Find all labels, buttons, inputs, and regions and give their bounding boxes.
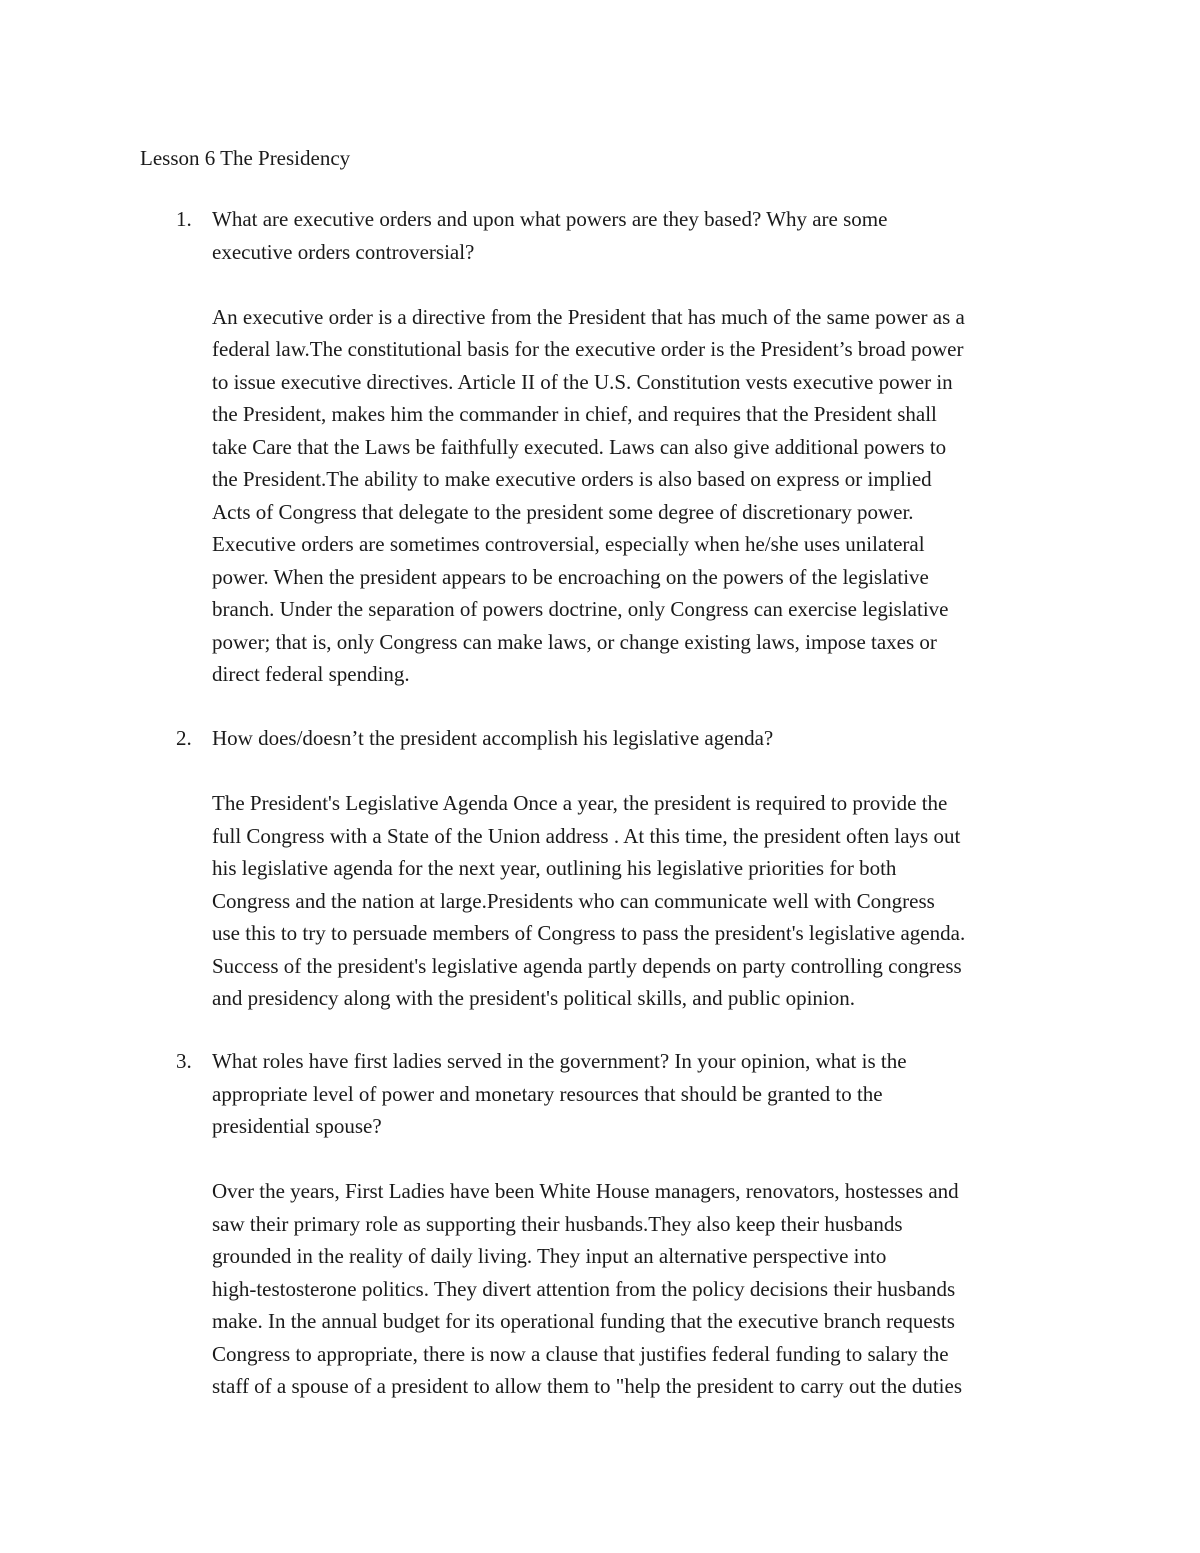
text-line: saw their primary role as supporting their husbands.They also keep their husbands [212,1211,903,1236]
text-line: What roles have first ladies served in the government? In your opinion, what is the [212,1049,907,1073]
question-text [212,722,1070,755]
text-line: his legislative agenda for the next year, outlining his legislative priorities for both [212,856,897,880]
item-body [212,722,1070,1015]
text-line: Over the years, First Ladies have been White House managers, renovators, hostesses and [212,1179,959,1203]
text-line: Acts of Congress that delegate to the president some degree of discretionary power. [212,499,914,524]
text-line: staff of a spouse of a president to allow them to "help the president to carry out the duties [212,1374,962,1398]
item-number: 3. [176,1049,192,1073]
text-line: What are executive orders and upon what powers are they based? Why are some [212,207,888,231]
answer-text [212,1175,1070,1403]
text-line: the President.The ability to make executive orders is also based on express or implied [212,467,932,491]
text-line: grounded in the reality of daily living. They input an alternative perspective into [212,1244,887,1268]
text-line: Executive orders are sometimes controversial, especially when he/she uses unilateral [212,532,925,556]
text-line: executive orders controversial? [212,239,475,264]
item-body [212,1045,1070,1403]
answer-text [212,301,1070,691]
answer-text [212,787,1070,1015]
text-line: full Congress with a State of the Union address . At this time, the president often lays out [212,823,961,848]
item-number: 1. [176,207,192,231]
question-text [212,203,1070,268]
text-line: power; that is, only Congress can make laws, or change existing laws, impose taxes or [212,629,937,654]
text-line: Success of the president's legislative agenda partly depends on party controlling congress [212,953,962,978]
item-body [212,203,1070,691]
question-text [212,1045,1070,1143]
item-number: 2. [176,726,192,750]
text-line: Congress and the nation at large.Presidents who can communicate well with Congress [212,888,935,913]
text-line: An executive order is a directive from the President that has much of the same power as a [212,304,965,329]
text-line: Congress to appropriate, there is now a clause that justifies federal funding to salary the [212,1341,949,1366]
text-line: branch. Under the separation of powers doctrine, only Congress can exercise legislative [212,597,949,621]
text-line: use this to try to persuade members of Congress to pass the president's legislative agenda. [212,921,966,945]
text-line: direct federal spending. [212,662,410,686]
text-line: and presidency along with the president's political skills, and public opinion. [212,986,856,1010]
text-line: high-testosterone politics. They divert attention from the policy decisions their husbands [212,1276,956,1301]
text-line: make. In the annual budget for its operational funding that the executive branch requests [212,1309,955,1333]
text-line: power. When the president appears to be encroaching on the powers of the legislative [212,564,929,589]
text-line: appropriate level of power and monetary resources that should be granted to the [212,1081,883,1106]
text-line: to issue executive directives. Article II of the U.S. Constitution vests executive power in [212,369,953,394]
text-line: take Care that the Laws be faithfully executed. Laws can also give additional powers to [212,434,947,459]
text-line: federal law.The constitutional basis for the executive order is the President’s broad power [212,337,964,361]
text-line: The President's Legislative Agenda Once a year, the president is required to provide the [212,791,948,815]
text-line: presidential spouse? [212,1114,382,1138]
text-line: the President, makes him the commander in chief, and requires that the President shall [212,402,937,426]
document-title: Lesson 6 The Presidency [140,146,351,170]
text-line: How does/doesn’t the president accomplish his legislative agenda? [212,726,774,750]
